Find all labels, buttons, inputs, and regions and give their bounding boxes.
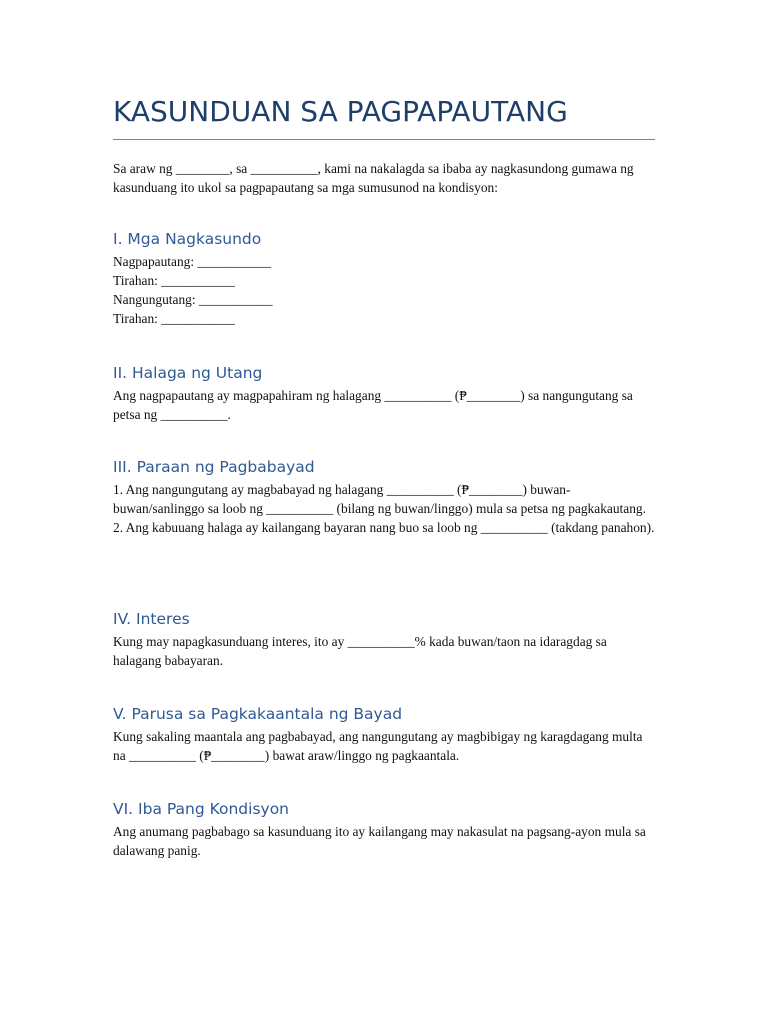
- section-loan-amount: [113, 364, 655, 424]
- section-late-penalty: [113, 705, 655, 765]
- borrower-address-field: Tirahan: ___________: [113, 311, 235, 326]
- lender-address-field: Tirahan: ___________: [113, 273, 235, 288]
- section-heading: IV. Interes: [113, 610, 190, 628]
- borrower-field: Nangungutang: ___________: [113, 292, 273, 307]
- section-body: Ang anumang pagbabago sa kasunduang ito ay kailangang may nakasulat na pagsang-ayon mula sa dalawang panig.: [113, 824, 646, 858]
- document-title: KASUNDUAN SA PAGPAPAUTANG: [113, 95, 568, 128]
- payment-term-2: 2. Ang kabuuang halaga ay kailangang bayaran nang buo sa loob ng __________ (takdang panahon).: [113, 520, 655, 535]
- intro-paragraph: Sa araw ng ________, sa __________, kami na nakalagda sa ibaba ay nagkasundong gumawa ng kasunduang ito ukol sa pagpapautang sa mga sumusunod na kondisyon:: [113, 161, 634, 195]
- lender-field: Nagpapautang: ___________: [113, 254, 272, 269]
- section-payment-method: [113, 458, 655, 537]
- section-body: Kung sakaling maantala ang pagbabayad, ang nangungutang ay magbibigay ng karagdagang multa na __________ (₱________) bawat araw/linggo ng pagkaantala.: [113, 729, 643, 763]
- section-heading: I. Mga Nagkasundo: [113, 230, 262, 248]
- section-heading: VI. Iba Pang Kondisyon: [113, 800, 290, 818]
- section-other-conditions: [113, 800, 655, 860]
- section-interest: [113, 610, 655, 670]
- section-body: Kung may napagkasunduang interes, ito ay __________% kada buwan/taon na idaragdag sa halagang babayaran.: [113, 634, 607, 668]
- section-body: [113, 480, 655, 537]
- section-heading: II. Halaga ng Utang: [113, 364, 263, 382]
- section-body: Ang nagpapautang ay magpapahiram ng halagang __________ (₱________) sa nangungutang sa petsa ng __________.: [113, 388, 633, 422]
- section-heading: III. Paraan ng Pagbabayad: [113, 458, 315, 476]
- section-heading: V. Parusa sa Pagkakaantala ng Bayad: [113, 705, 403, 723]
- title-underline: [113, 139, 655, 140]
- section-parties: [113, 230, 655, 328]
- section-body: [113, 252, 655, 328]
- payment-term-1: 1. Ang nangungutang ay magbabayad ng halagang __________ (₱________) buwan-buwan/sanlinggo sa loob ng __________ (bilang ng buwan/linggo) mula sa petsa ng pagkakautang.: [113, 482, 646, 516]
